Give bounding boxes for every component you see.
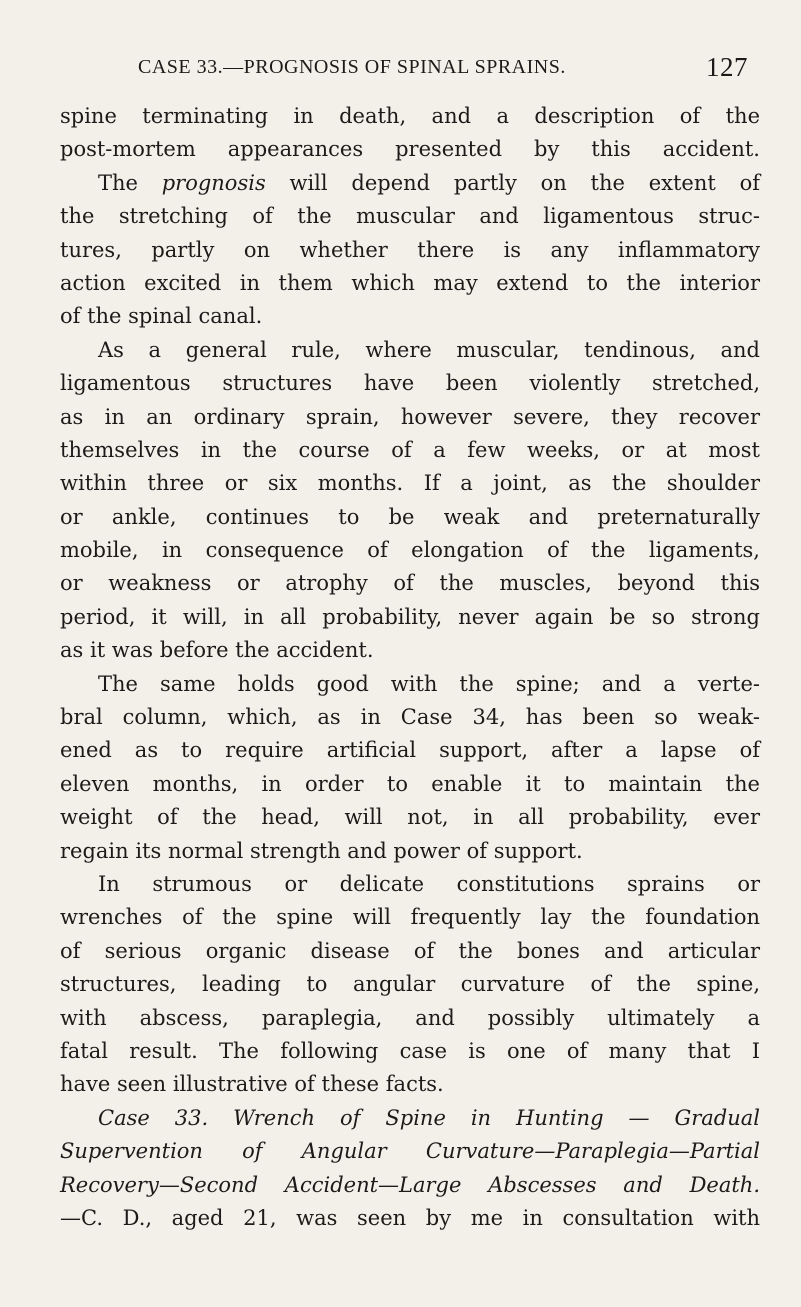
text-line: within three or six months. If a joint, as the shoulder xyxy=(60,471,760,496)
text-line: As a general rule, where muscular, tendinous, and xyxy=(98,337,760,362)
text-line: tures, partly on whether there is any inflammatory xyxy=(60,237,760,262)
case-heading-line: Recovery—Second Accident—Large Abscesses and Death. xyxy=(60,1172,760,1197)
text-line: In strumous or delicate constitutions sprains or xyxy=(98,871,760,896)
text-line: of the spinal canal. xyxy=(60,304,263,329)
text-line: fatal result. The following case is one of many that I xyxy=(60,1038,760,1063)
text-line: action excited in them which may extend to the interior xyxy=(60,270,760,295)
text-line: —C. D., aged 21, was seen by me in consultation with xyxy=(60,1205,760,1230)
text-line: with abscess, paraplegia, and possibly ultimately a xyxy=(60,1005,760,1030)
text-line: period, it will, in all probability, never again be so strong xyxy=(60,604,760,629)
text-line: The prognosis will depend partly on the extent of xyxy=(98,170,760,195)
text-line: ened as to require artificial support, after a lapse of xyxy=(60,738,760,763)
text-line: the stretching of the muscular and ligamentous struc- xyxy=(60,204,760,229)
text-line: spine terminating in death, and a description of the xyxy=(60,104,760,128)
text-line: or ankle, continues to be weak and preternaturally xyxy=(60,504,760,529)
text-line: post-mortem appearances presented by this accident. xyxy=(60,137,760,162)
text-line: bral column, which, as in Case 34, has been so weak- xyxy=(60,705,760,730)
body-text xyxy=(60,100,760,1235)
case-heading-line: Supervention of Angular Curvature—Paraplegia—Partial xyxy=(60,1139,760,1164)
text-line: The same holds good with the spine; and a verte- xyxy=(98,671,760,696)
text-line: have seen illustrative of these facts. xyxy=(60,1072,444,1097)
text-line: structures, leading to angular curvature of the spine, xyxy=(60,972,760,997)
case-heading-line: Case 33. Wrench of Spine in Hunting — Gradual xyxy=(98,1105,760,1130)
text-line: ligamentous structures have been violently stretched, xyxy=(60,371,760,396)
text-line: as in an ordinary sprain, however severe, they recover xyxy=(60,404,760,429)
text-line: eleven months, in order to enable it to maintain the xyxy=(60,771,760,796)
text-line: mobile, in consequence of elongation of the ligaments, xyxy=(60,538,760,563)
text-line: regain its normal strength and power of support. xyxy=(60,838,583,863)
text-line: themselves in the course of a few weeks, or at most xyxy=(60,437,760,462)
text-line: weight of the head, will not, in all probability, ever xyxy=(60,805,760,830)
text-line: or weakness or atrophy of the muscles, beyond this xyxy=(60,571,760,596)
text-line: as it was before the accident. xyxy=(60,638,374,663)
page-number: 127 xyxy=(706,52,748,82)
running-head-title: CASE 33.—PROGNOSIS OF SPINAL SPRAINS. xyxy=(138,56,566,78)
running-head xyxy=(108,52,748,86)
text-line: wrenches of the spine will frequently lay the foundation xyxy=(60,905,760,930)
text-line: of serious organic disease of the bones and articular xyxy=(60,938,760,963)
